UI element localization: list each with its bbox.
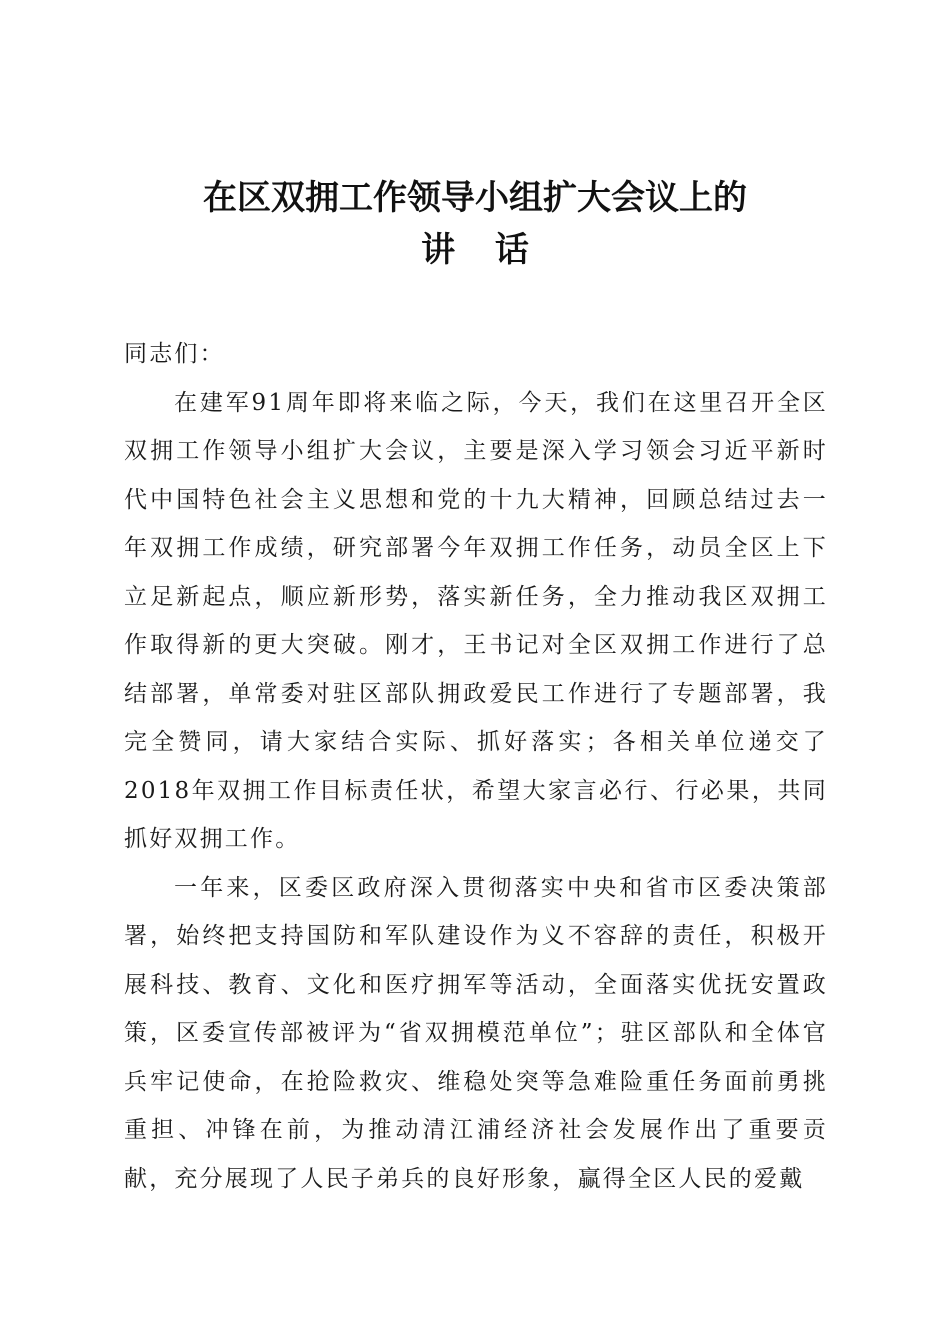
document-title-line2: 讲 话 (421, 230, 543, 270)
document-title-line1: 在区双拥工作领导小组扩大会议上的 (203, 178, 747, 218)
document-body (124, 330, 828, 1203)
salutation: 同志们： (124, 341, 225, 367)
paragraph-2: 一年来，区委区政府深入贯彻落实中央和省市区委决策部署，始终把支持国防和军队建设作为义不容辞的责任，积极开展科技、教育、文化和医疗拥军等活动，全面落实优抚安置政策，区委宣传部被评为“省双拥模范单位”；驻区部队和全体官兵牢记使命，在抢险救灾、维稳处突等急难险重任务面前勇挑重担、冲锋在前，为推动清江浦经济社会发展作出了重要贡献，充分展现了人民子弟兵的良好形象，赢得全区人民的爱戴 (124, 874, 828, 1192)
paragraph-1: 在建军91周年即将来临之际，今天，我们在这里召开全区双拥工作领导小组扩大会议，主要是深入学习领会习近平新时代中国特色社会主义思想和党的十九大精神，回顾总结过去一年双拥工作成绩，研究部署今年双拥工作任务，动员全区上下立足新起点，顺应新形势，落实新任务，全力推动我区双拥工作取得新的更大突破。刚才，王书记对全区双拥工作进行了总结部署，单常委对驻区部队拥政爱民工作进行了专题部署，我完全赞同，请大家结合实际、抓好落实；各相关单位递交了2018年双拥工作目标责任状，希望大家言必行、行必果，共同抓好双拥工作。 (124, 389, 828, 852)
